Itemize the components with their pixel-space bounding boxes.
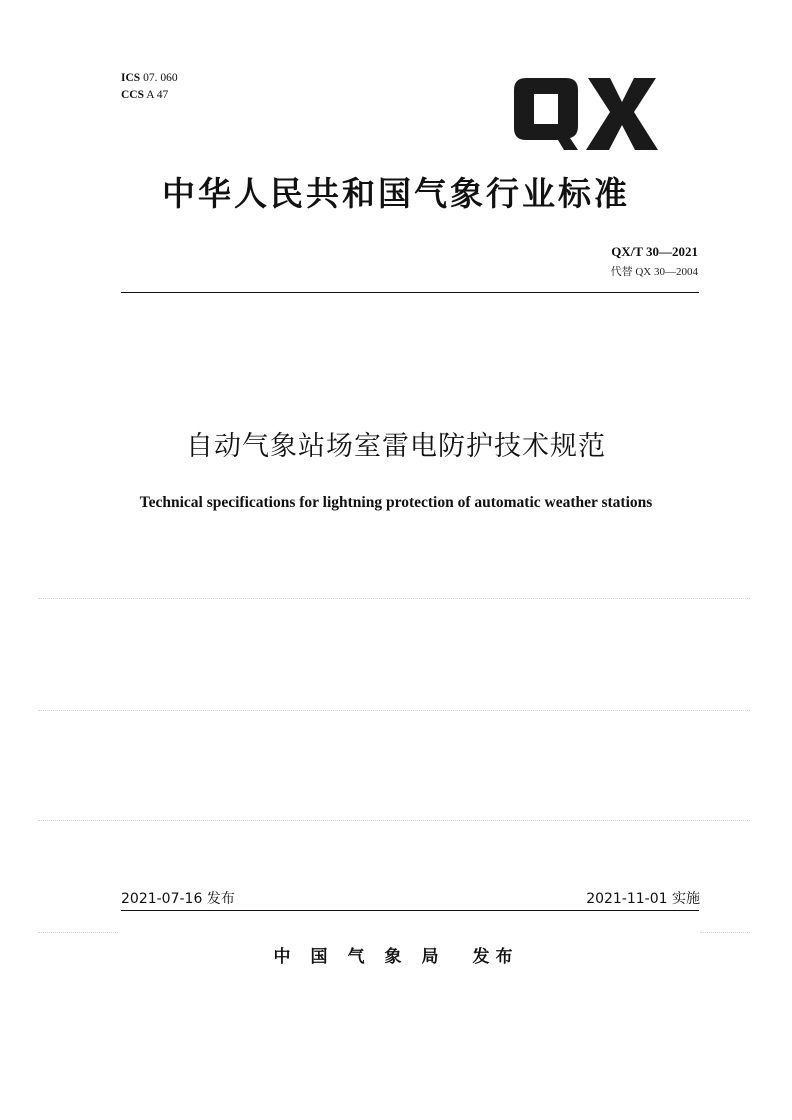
ics-value: 07. 060 [143, 72, 178, 84]
document-title-chinese: 自动气象站场室雷电防护技术规范 [186, 431, 606, 462]
ics-label: ICS [121, 72, 141, 84]
faint-dotted-line [38, 820, 750, 821]
bottom-divider [121, 910, 699, 911]
standard-number: QX/T 30—2021 [611, 244, 698, 259]
qx-logo [512, 74, 662, 154]
ccs-value: A 47 [146, 89, 169, 101]
issue-date: 2021-07-16 发布 [121, 891, 235, 907]
ics-code [121, 70, 178, 87]
faint-dotted-line [38, 598, 750, 599]
replaces-standard: 代替 QX 30—2004 [610, 266, 698, 278]
issue-action: 发布 [472, 947, 519, 967]
faint-dotted-line [38, 932, 118, 933]
issuer-line [0, 942, 792, 967]
effective-date: 2021-11-01 实施 [586, 891, 700, 907]
faint-dotted-line [700, 932, 750, 933]
classification-codes [121, 70, 178, 104]
faint-dotted-line [38, 710, 750, 711]
industry-standard-title: 中华人民共和国气象行业标准 [162, 174, 630, 213]
top-divider [121, 292, 699, 293]
issuing-organization: 中国气象局 [273, 947, 459, 967]
ccs-label: CCS [121, 89, 145, 101]
document-title-english: Technical specifications for lightning protection of automatic weather stations [139, 494, 653, 511]
ccs-code [121, 87, 178, 104]
